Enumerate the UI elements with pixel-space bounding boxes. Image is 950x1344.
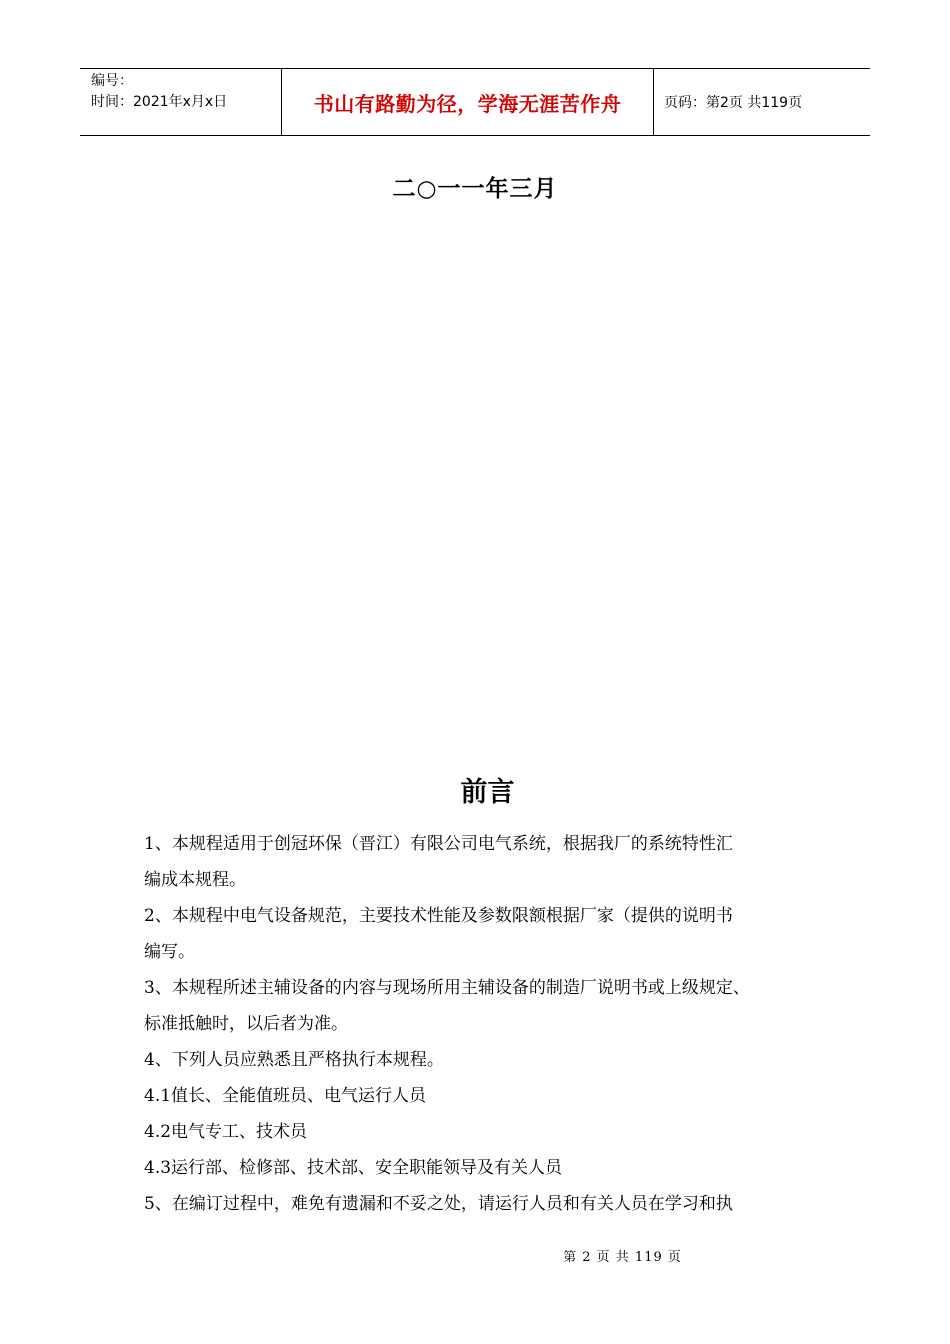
preface-line: 编成本规程。 — [144, 870, 246, 890]
preface-line: 4.1值长、全能值班员、电气运行人员 — [144, 1086, 427, 1106]
header-page-info — [654, 69, 870, 135]
preface-line: 4.3运行部、检修部、技术部、安全职能领导及有关人员 — [144, 1158, 563, 1178]
header-page-number: 页码：第2页 共119页 — [664, 95, 803, 111]
page-footer: 第 2 页 共 119 页 — [563, 1250, 682, 1265]
preface-line: 3、本规程所述主辅设备的内容与现场所用主辅设备的制造厂说明书或上级规定、 — [144, 978, 750, 998]
preface-line: 2、本规程中电气设备规范，主要技术性能及参数限额根据厂家（提供的说明书 — [144, 906, 733, 926]
preface-line: 编写。 — [144, 942, 195, 962]
page-header — [80, 68, 870, 136]
preface-line: 1、本规程适用于创冠环保（晋江）有限公司电气系统，根据我厂的系统特性汇 — [144, 834, 733, 854]
document-date-label: 时间：2021年x月x日 — [91, 94, 228, 110]
header-motto: 书山有路勤为径，学海无涯苦作舟 — [313, 91, 622, 116]
preface-line: 4、下列人员应熟悉且严格执行本规程。 — [144, 1050, 444, 1070]
header-motto-cell — [281, 69, 654, 135]
date-title: 二○一一年三月 — [392, 176, 558, 202]
preface-line: 4.2电气专工、技术员 — [144, 1122, 308, 1142]
preface-line: 5、在编订过程中，难免有遗漏和不妥之处，请运行人员和有关人员在学习和执 — [144, 1194, 733, 1214]
document-number-label: 编号： — [91, 73, 133, 89]
preface-title: 前言 — [460, 777, 515, 808]
preface-content — [144, 826, 834, 1222]
header-meta — [80, 69, 281, 135]
preface-line: 标准抵触时，以后者为准。 — [144, 1014, 348, 1034]
